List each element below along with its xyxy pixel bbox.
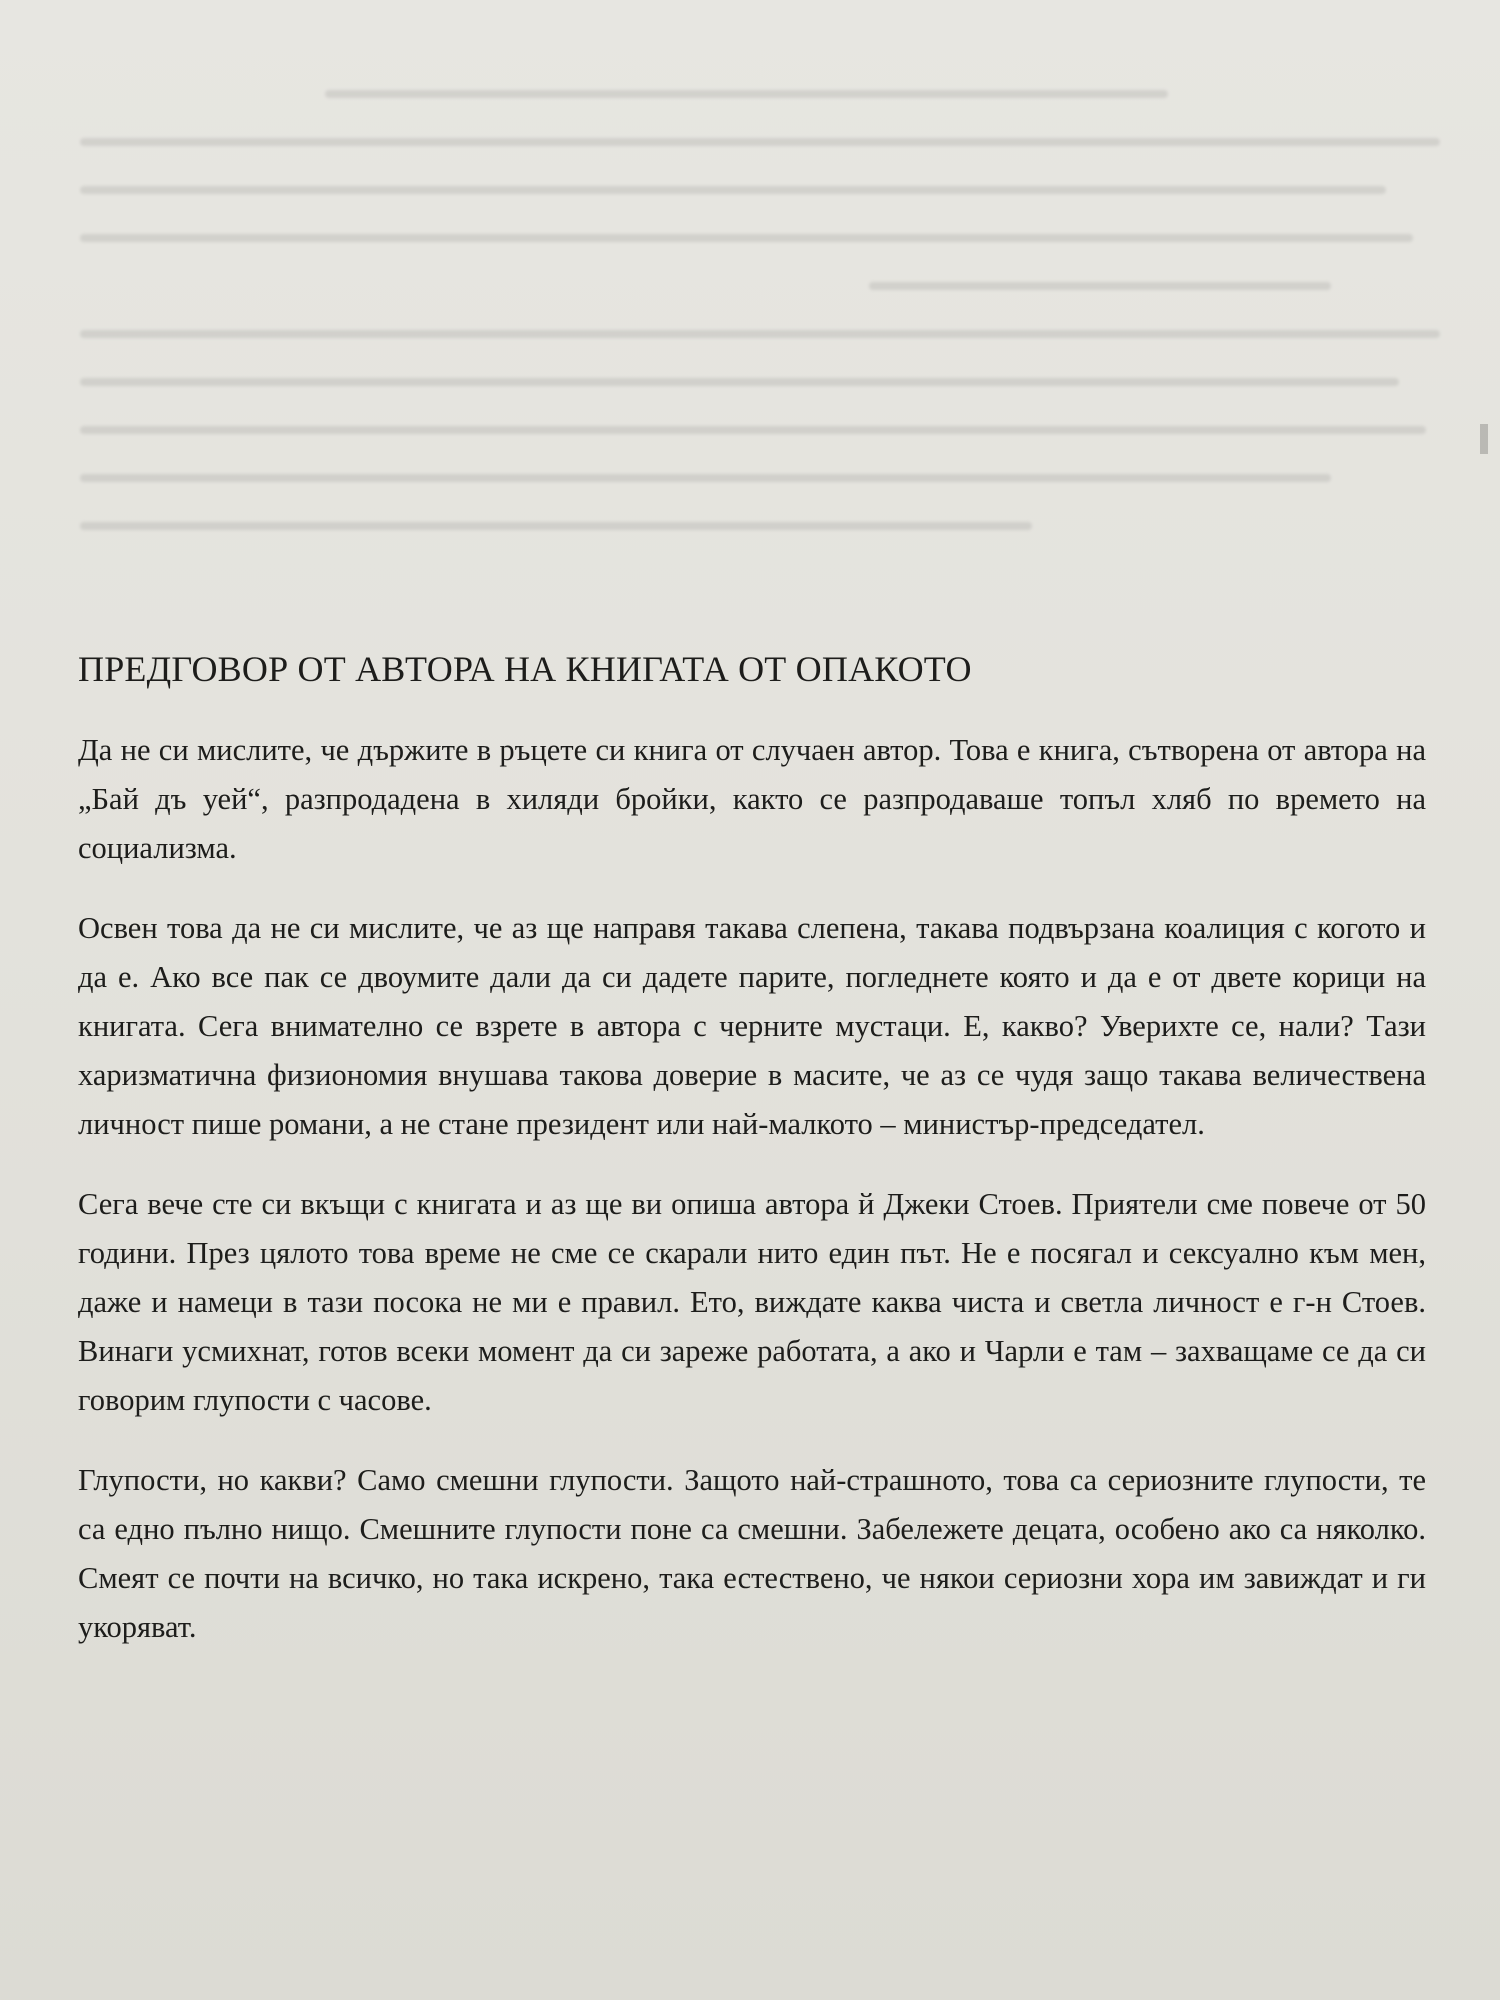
paragraph: Глупости, но какви? Само смешни глупости. Защото най-страшното, това са сериозните глупости, те са едно пълно нищо. Смешните глупости поне са смешни. Забележете децата, особено ако са няколко. Смеят се почти на всичко, но така искрено, така естествено, че някои сериозни хора им завиждат и ги укоряват.: [78, 1463, 1426, 1644]
page-edge-mark: [1480, 424, 1488, 454]
paragraph: Сега вече сте си вкъщи с книгата и аз ще ви опиша автора й Джеки Стоев. Приятели сме повече от 50 години. През цялото това време не сме се скарали нито един път. Не е посягал и сексуално към мен, даже и намеци в тази посока не ми е правил. Ето, виждате каква чиста и светла личност е г-н Стоев. Винаги усмихнат, готов всеки момент да си зареже работата, а ако и Чарли е там – захващаме се да си говорим глупости с часове.: [78, 1187, 1426, 1417]
section-heading: ПРЕДГОВОР ОТ АВТОРА НА КНИГАТА ОТ ОПАКОТО: [78, 649, 972, 689]
preface-section: [78, 648, 1426, 1683]
paragraph: Освен това да не си мислите, че аз ще направя такава слепена, такава подвързана коалиция с когото и да е. Ако все пак се двоумите дали да си дадете парите, погледнете която и да е от двете корици на книгата. Сега внимателно се взрете в автора с черните мустаци. Е, какво? Уверихте се, нали? Тази харизматична физиономия внушава такова доверие в масите, че аз се чудя защо такава величествена личност пише романи, а не стане президент или най-малкото – министър-председател.: [78, 911, 1426, 1141]
show-through-text: [80, 90, 1440, 650]
paragraph: Да не си мислите, че държите в ръцете си книга от случаен автор. Това е книга, сътворена от автора на „Бай дъ уей“, разпродадена в хиляди бройки, както се разпродаваше топъл хляб по времето на социализма.: [78, 733, 1426, 865]
